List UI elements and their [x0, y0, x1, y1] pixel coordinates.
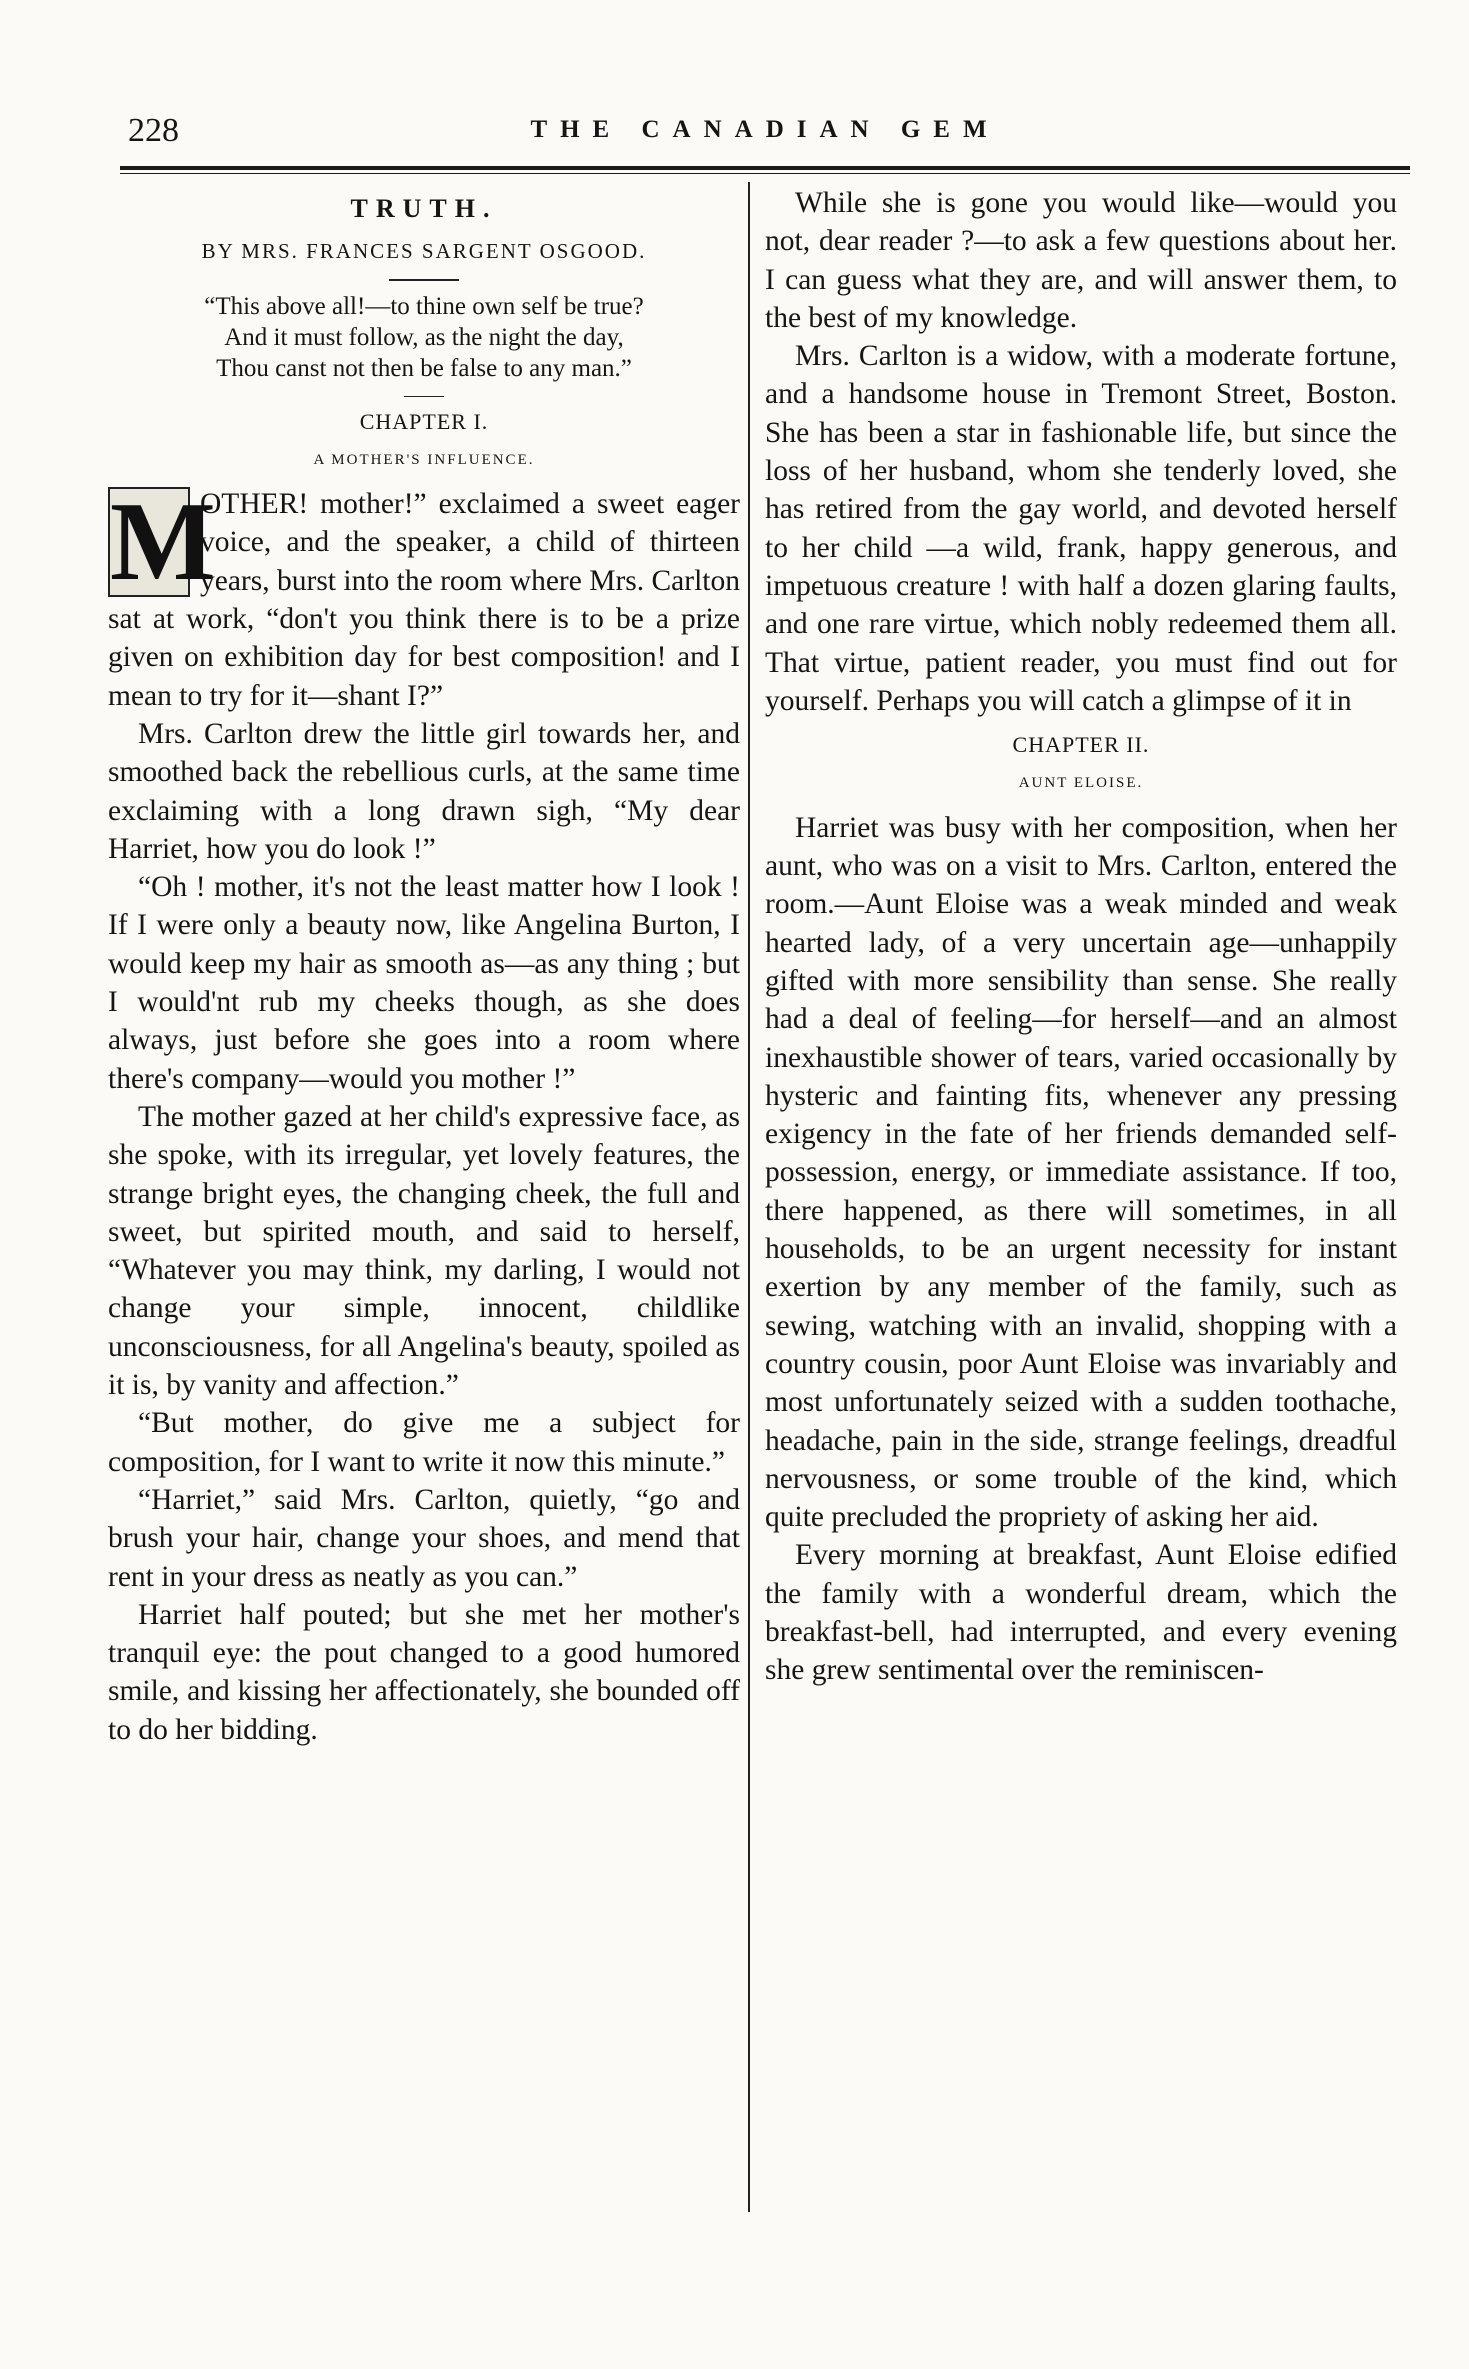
- paragraph: Harriet was busy with her composition, when her aunt, who was on a visit to Mrs. Carlton, entered the room.—Aunt Eloise was a weak minded and weak hearted lady, of a very uncertain age—unhappily gifted with more sensibility than sense. She really had a deal of feeling—for herself—and an almost inexhaustible shower of tears, varied occasionally by hysteric and fainting fits, whenever any pressing exigency in the fate of her friends demanded self-possession, energy, or immediate assistance. If too, there happened, as there will sometimes, in all households, to be an urgent necessity for instant exertion by any member of the family, such as sewing, watching with an invalid, shopping with a country cousin, poor Aunt Eloise was invariably and most unfortunately seized with a sudden toothache, headache, pain in the side, strange feelings, dreadful nervousness, or some trouble of the kind, which quite precluded the propriety of asking her aid.: [765, 811, 1397, 1534]
- paragraph: Mrs. Carlton is a widow, with a moderate fortune, and a handsome house in Tremont Street, Boston. She has been a star in fashionable life, but since the loss of her husband, whom she tenderly loved, she has retired from the gay world, and devoted herself to her child —a wild, frank, happy generous, and impetuous creature ! with half a dozen glaring faults, and one rare virtue, which nobly redeemed them all. That virtue, patient reader, you must find out for yourself. Perhaps you will catch a glimpse of it in: [765, 340, 1397, 717]
- paragraph: [108, 480, 741, 715]
- article-title: TRUTH.: [350, 194, 498, 223]
- chapter-heading: CHAPTER I.: [359, 408, 489, 434]
- paragraph: “But mother, do give me a subject for composition, for I want to write it now this minute.”: [108, 1407, 740, 1478]
- chapter-heading: CHAPTER II.: [1012, 732, 1150, 758]
- paragraph: The mother gazed at her child's expressive face, as she spoke, with its irregular, yet lovely features, the strange bright eyes, the changing cheek, the full and sweet, but spirited mouth, and said to herself, “Whatever you may think, my darling, I would not change your simple, innocent, childlike unconsciousness, for all Angelina's beauty, spoiled as it is, by vanity and affection.”: [108, 1100, 740, 1402]
- header-rule-thin: [120, 173, 1410, 174]
- epigraph: [108, 291, 740, 384]
- paragraph: Every morning at breakfast, Aunt Eloise edified the family with a wonderful dream, which the breakfast-bell, had interrupted, and every evening she grew sentimental over the reminiscen-: [765, 1539, 1397, 1687]
- first-word: OTHER!: [200, 488, 309, 521]
- running-title: THE CANADIAN GEM: [530, 116, 1000, 143]
- paragraph: “Oh ! mother, it's not the least matter how I look ! If I were only a beauty now, like Angelina Burton, I would keep my hair as smooth as—as any thing ; but I would'nt rub my cheeks though, as she does always, just before she goes into a room where there's company—would you mother !”: [108, 871, 740, 1095]
- epigraph-rule: [404, 396, 444, 397]
- column-divider: [748, 182, 750, 2212]
- right-column: [765, 184, 1397, 1690]
- page-number: 228: [128, 112, 179, 149]
- paragraph-text: mother!” exclaimed a sweet eager voice, and the speaker, a child of thirteen years, burst into the room where Mrs. Carlton sat at work, “don't you think there is to be a prize given on exhibition day for best composition! and I mean to try for it—shant I?”: [108, 488, 741, 712]
- left-column: [108, 184, 740, 1749]
- chapter-subtitle: AUNT ELOISE.: [1018, 775, 1144, 792]
- paragraph: Mrs. Carlton drew the little girl towards her, and smoothed back the rebellious curls, at the same time exclaiming with a long drawn sigh, “My dear Harriet, how you do look !”: [108, 717, 740, 865]
- running-header: [120, 112, 1410, 158]
- epigraph-line: And it must follow, as the night the day,: [224, 323, 624, 351]
- paragraph: While she is gone you would like—would you not, dear reader ?—to ask a few questions about her. I can guess what they are, and will answer them, to the best of my knowledge.: [765, 187, 1397, 334]
- article-author: BY MRS. FRANCES SARGENT OSGOOD.: [201, 239, 647, 264]
- drop-cap: M: [110, 480, 216, 605]
- author-rule: [389, 279, 459, 281]
- epigraph-line: “This above all!—to thine own self be true?: [204, 292, 644, 320]
- paragraph: Harriet half pouted; but she met her mother's tranquil eye: the pout changed to a good humored smile, and kissing her affectionately, she bounded off to do her bidding.: [108, 1598, 740, 1746]
- chapter-subtitle: A MOTHER'S INFLUENCE.: [313, 451, 535, 468]
- epigraph-line: Thou canst not then be false to any man.”: [216, 354, 632, 382]
- header-rule-thick: [120, 166, 1410, 170]
- paragraph: “Harriet,” said Mrs. Carlton, quietly, “go and brush your hair, change your shoes, and mend that rent in your dress as neatly as you can.”: [108, 1483, 740, 1593]
